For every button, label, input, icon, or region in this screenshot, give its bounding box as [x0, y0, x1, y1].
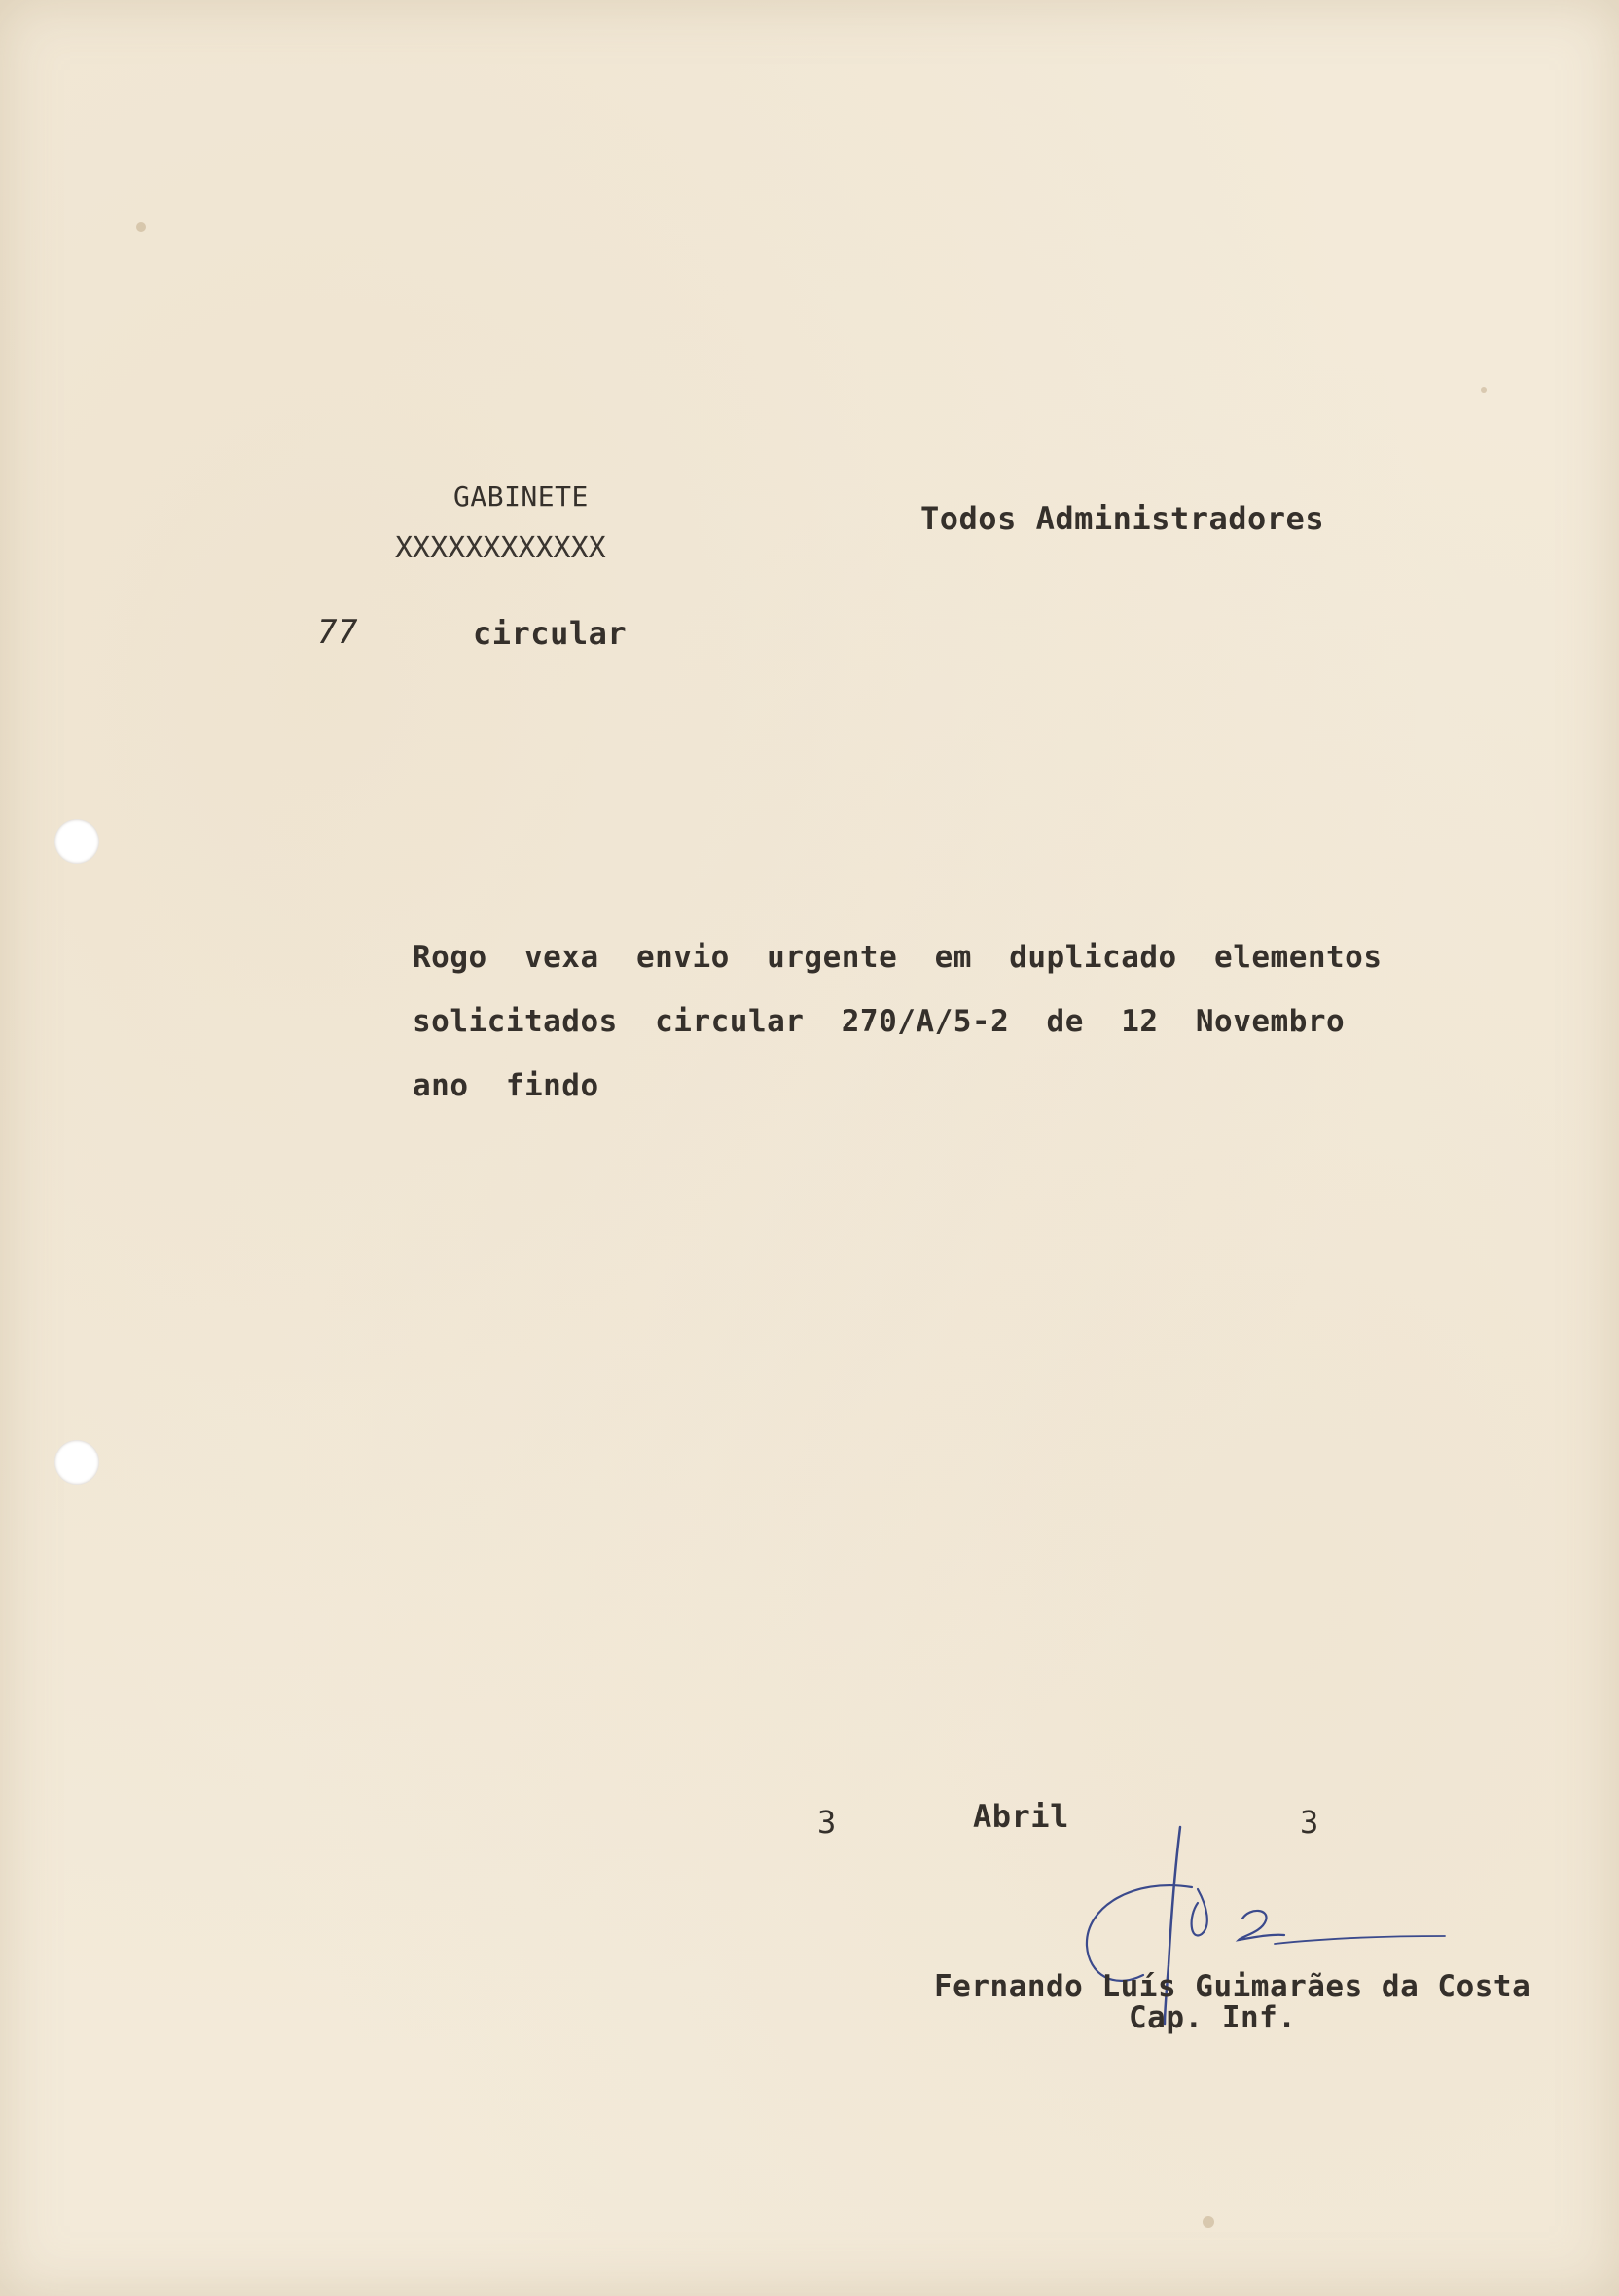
paper-spot [1481, 387, 1487, 393]
reference-number: 77 [317, 613, 358, 652]
struck-out-line: XXXXXXXXXXXX [395, 531, 606, 565]
body-line-2: solicitados circular 270/A/5-2 de 12 Novembro [413, 1004, 1346, 1039]
punch-hole-bottom [54, 1440, 99, 1485]
punch-hole-top [54, 819, 99, 864]
reference-type: circular [473, 615, 628, 652]
date-day: 3 [817, 1804, 837, 1841]
signatory-name: Fernando Luís Guimarães da Costa [934, 1969, 1531, 2004]
signatory-rank: Cap. Inf. [1129, 2000, 1297, 2035]
department-heading: GABINETE [453, 481, 589, 513]
date-month: Abril [973, 1798, 1069, 1835]
body-line-3: ano findo [413, 1068, 599, 1103]
body-line-1: Rogo vexa envio urgente em duplicado elementos [413, 940, 1383, 975]
recipient: Todos Administradores [920, 500, 1325, 537]
paper-spot [1203, 2216, 1214, 2228]
paper-spot [136, 222, 146, 232]
date-year: 3 [1300, 1804, 1319, 1841]
